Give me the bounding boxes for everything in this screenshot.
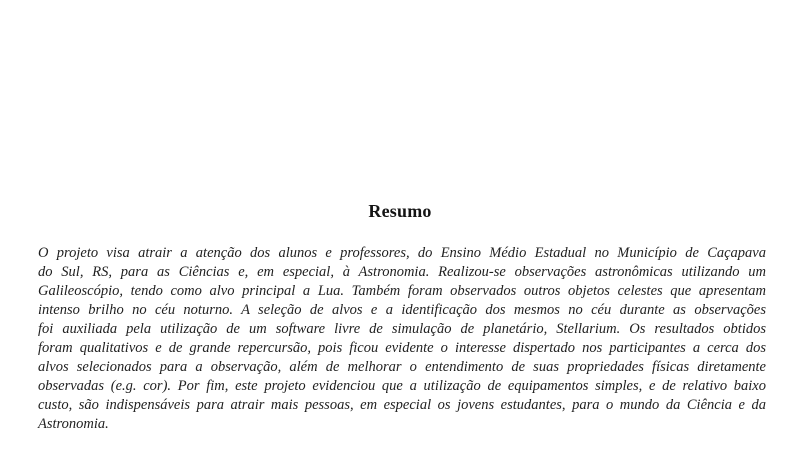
abstract-line: custo, são indispensáveis para atrair mais pessoas, em especial os jovens estudantes, para o mundo da Ciência e da <box>38 397 766 413</box>
abstract-paragraph <box>38 244 766 434</box>
abstract-line: foram qualitativos e de grande repercursão, pois ficou evidente o interesse dispertado nos participantes a cerca dos <box>38 340 766 356</box>
abstract-heading: Resumo <box>368 201 432 221</box>
abstract-line: foi auxiliada pela utilização de um software livre de simulação de planetário, Stellarium. Os resultados obtidos <box>38 321 766 337</box>
abstract-line: intenso brilho no céu noturno. A seleção de alvos e a identificação dos mesmos no céu durante as observações <box>38 302 766 318</box>
abstract-line: do Sul, RS, para as Ciências e, em especial, à Astronomia. Realizou-se observações astronômicas utilizando um <box>38 264 766 280</box>
abstract-line: alvos selecionados para a observação, além de melhorar o entendimento de suas propriedades físicas diretamente <box>38 359 766 375</box>
abstract-line: Galileoscópio, tendo como alvo principal a Lua. Também foram observados outros objetos celestes que apresentam <box>38 283 766 299</box>
abstract-line: observadas (e.g. cor). Por fim, este projeto evidenciou que a utilização de equipamentos simples, e de relativo baixo <box>38 378 766 394</box>
abstract-line: Astronomia. <box>38 416 109 432</box>
abstract-line: O projeto visa atrair a atenção dos alunos e professores, do Ensino Médio Estadual no Município de Caçapava <box>38 245 766 261</box>
